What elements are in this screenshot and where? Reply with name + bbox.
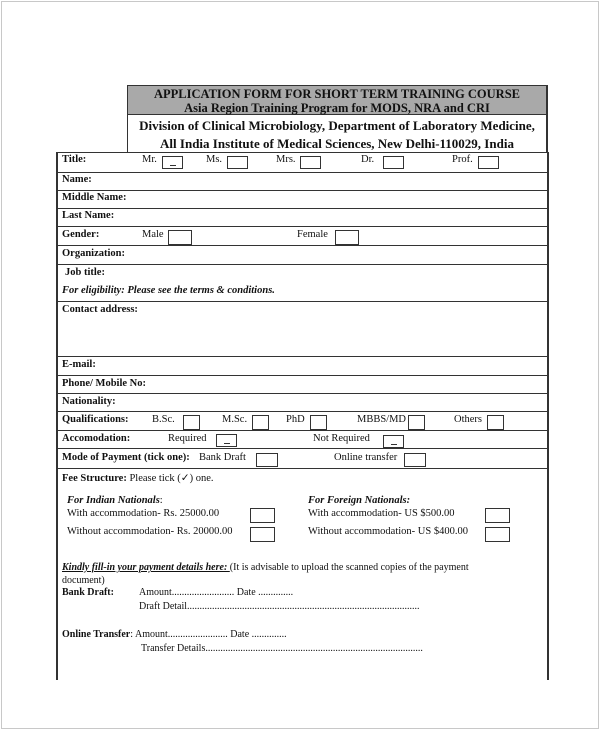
gender-female-checkbox[interactable] [335,230,359,245]
row-divider [56,356,549,357]
fee-structure-line [62,473,213,485]
indian-with-accommodation: With accommodation- Rs. 25000.00 [67,508,220,519]
gender-option-female: Female [297,229,328,240]
foreign-without-accommodation-checkbox[interactable] [485,527,510,542]
qualification-msc-checkbox[interactable] [252,415,269,430]
middle-name-label: Middle Name: [62,192,127,203]
foreign-nationals-heading: For Foreign Nationals: [308,495,411,506]
title-mrs-checkbox[interactable] [300,156,321,169]
row-divider [56,411,549,412]
foreign-with-accommodation: With accommodation- US $500.00 [308,508,455,519]
qualification-option-bsc: B.Sc. [152,414,175,425]
accommodation-not-required-checkbox[interactable] [383,435,404,448]
institution-banner [127,115,548,153]
name-label: Name: [62,174,92,185]
qualification-others-checkbox[interactable] [487,415,504,430]
contact-address-label: Contact address: [62,304,138,315]
fee-structure-label: Fee Structure: [62,473,127,484]
title-option-mr: Mr. [142,154,157,165]
payment-online-transfer-checkbox[interactable] [404,453,426,467]
payment-mode-label: Mode of Payment (tick one): [62,452,190,463]
row-divider [56,301,549,302]
organization-label: Organization: [62,248,125,259]
email-field[interactable] [100,358,545,374]
indian-nationals-heading: For Indian Nationals: [67,495,163,506]
row-divider [56,468,549,469]
bank-draft-label: Bank Draft: [62,587,114,598]
title-dr-checkbox[interactable] [383,156,404,169]
payment-instruction-note-cont: document) [62,575,105,586]
payment-instruction-heading: Kindly fill-in your payment details here: [62,562,230,573]
form-subtitle: Asia Region Training Program for MODS, NRA and CRI [184,101,490,115]
qualification-bsc-checkbox[interactable] [183,415,200,430]
last-name-field[interactable] [120,209,545,225]
payment-instruction [62,562,469,574]
row-divider [56,375,549,376]
online-transfer-line: Online Transfer: Amount........................ Date .............. [62,629,287,640]
qualification-option-mbbs-md: MBBS/MD [357,414,407,425]
bank-draft-detail[interactable]: Draft Detail............................................................................................. [139,601,420,612]
organization-field[interactable] [130,247,545,263]
online-transfer-detail[interactable]: Transfer Details....................................................................................... [141,643,423,654]
nationality-field[interactable] [120,395,545,410]
form-title: APPLICATION FORM FOR SHORT TERM TRAINING COURSE [153,87,521,101]
accommodation-label: Accomodation: [62,433,131,444]
indian-without-accommodation-checkbox[interactable] [250,527,275,542]
form-title-banner [127,85,548,115]
online-transfer-amount-date[interactable]: Amount........................ Date .............. [133,629,287,640]
gender-option-male: Male [142,229,164,240]
title-ms-checkbox[interactable] [227,156,248,169]
title-mr-checkbox[interactable] [162,156,183,169]
nationality-label: Nationality: [62,396,116,407]
title-prof-checkbox[interactable] [478,156,499,169]
qualification-option-msc: M.Sc. [222,414,248,425]
title-label: Title: [62,154,87,165]
qualifications-label: Qualifications: [62,414,129,425]
qualification-option-others: Others [454,414,482,425]
middle-name-field[interactable] [135,191,545,207]
row-divider [56,264,549,265]
qualification-phd-checkbox[interactable] [310,415,327,430]
job-title-field[interactable] [110,266,545,282]
accommodation-option-required: Required [168,433,207,444]
bank-draft-amount-date[interactable]: Amount......................... Date .............. [139,587,294,598]
title-option-prof: Prof. [452,154,473,165]
eligibility-note: For eligibility: Please see the terms & conditions. [62,285,275,296]
payment-mode-option-bank-draft: Bank Draft [199,452,246,463]
accommodation-option-not-required: Not Required [313,433,370,444]
row-divider [56,393,549,394]
contact-address-field[interactable] [60,318,545,354]
qualification-option-phd: PhD [286,414,305,425]
accommodation-required-checkbox[interactable] [216,434,237,447]
title-option-mrs: Mrs. [276,154,296,165]
online-transfer-label: Online Transfer [62,629,131,640]
title-option-ms: Ms. [206,154,223,165]
row-divider [56,226,549,227]
indian-without-accommodation: Without accommodation- Rs. 20000.00 [67,526,233,537]
payment-instruction-note: (It is advisable to upload the scanned copies of the payment [229,562,469,573]
division-name: Division of Clinical Microbiology, Department of Laboratory Medicine, [139,118,535,133]
phone-field[interactable] [155,377,545,392]
row-divider [56,430,549,431]
foreign-without-accommodation: Without accommodation- US $400.00 [308,526,468,537]
last-name-label: Last Name: [62,210,115,221]
foreign-with-accommodation-checkbox[interactable] [485,508,510,523]
gender-label: Gender: [62,229,100,240]
indian-with-accommodation-checkbox[interactable] [250,508,275,523]
row-divider [56,245,549,246]
email-label: E-mail: [62,359,96,370]
payment-bank-draft-checkbox[interactable] [256,453,278,467]
phone-label: Phone/ Mobile No: [62,378,146,389]
title-option-dr: Dr. [361,154,375,165]
row-divider [56,448,549,449]
institute-name: All India Institute of Medical Sciences, New Delhi-110029, India [160,136,514,151]
payment-mode-option-online-transfer: Online transfer [334,452,398,463]
job-title-label: Job title: [65,267,105,278]
fee-structure-instruction: Please tick (✓) one. [129,473,214,484]
name-field[interactable] [100,173,545,189]
qualification-mbbs-md-checkbox[interactable] [408,415,425,430]
gender-male-checkbox[interactable] [168,230,192,245]
